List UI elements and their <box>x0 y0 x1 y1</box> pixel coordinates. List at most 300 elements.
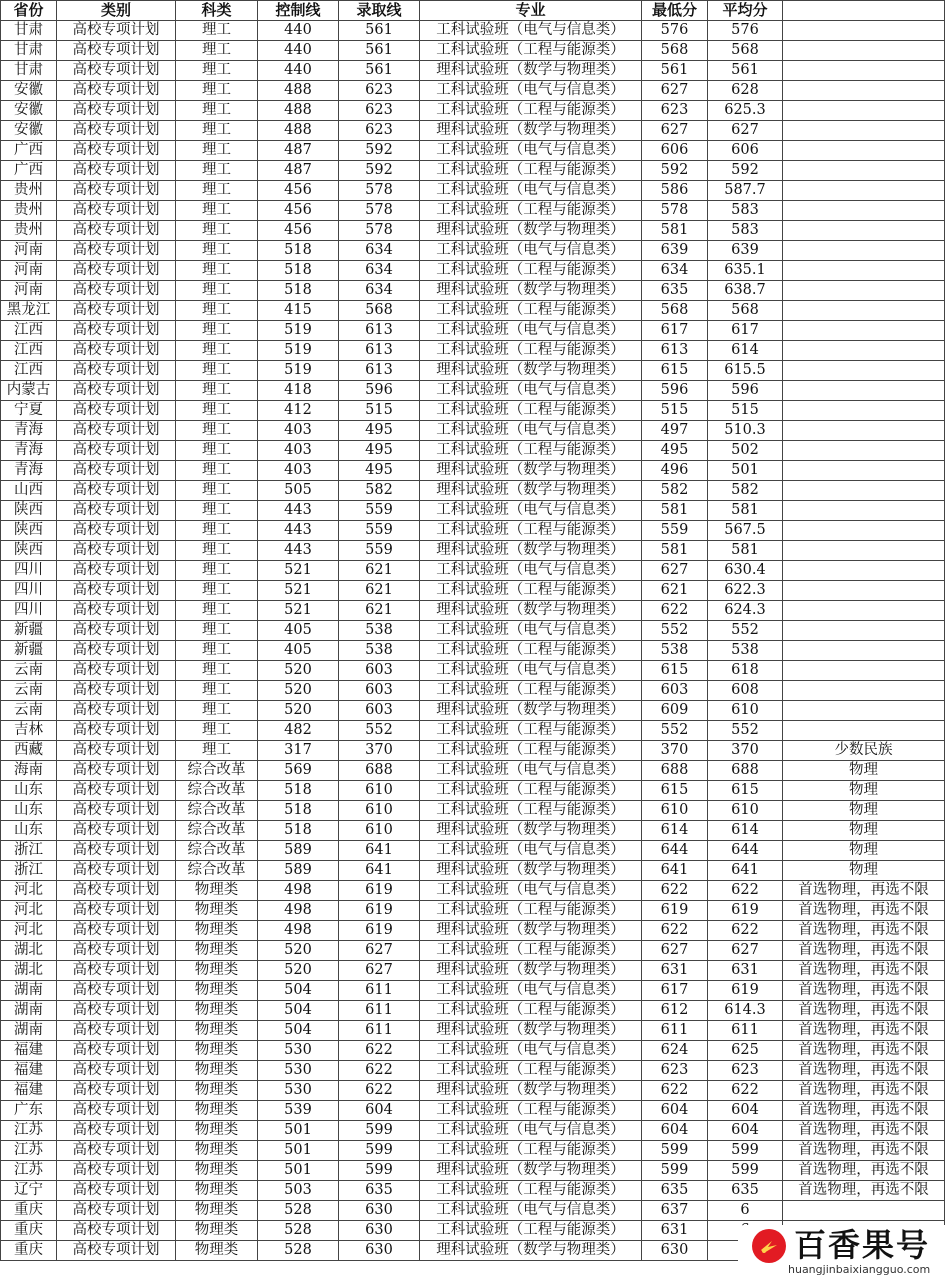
cell-control-line: 488 <box>258 81 339 101</box>
cell-min-score: 611 <box>642 1021 708 1041</box>
header-avg-score: 平均分 <box>708 1 783 21</box>
cell-avg-score: 614 <box>708 821 783 841</box>
cell-note <box>783 341 945 361</box>
cell-control-line: 530 <box>258 1041 339 1061</box>
cell-note <box>783 181 945 201</box>
cell-min-score: 561 <box>642 61 708 81</box>
cell-admission-line: 578 <box>339 221 420 241</box>
table-row <box>1 941 945 961</box>
cell-control-line: 501 <box>258 1141 339 1161</box>
cell-control-line: 518 <box>258 261 339 281</box>
cell-province: 内蒙古 <box>1 381 57 401</box>
cell-min-score: 644 <box>642 841 708 861</box>
table-row <box>1 321 945 341</box>
cell-major: 工科试验班（工程与能源类） <box>420 741 642 761</box>
cell-category: 高校专项计划 <box>57 541 176 561</box>
cell-min-score: 627 <box>642 121 708 141</box>
cell-subject: 综合改革 <box>176 841 258 861</box>
cell-min-score: 624 <box>642 1041 708 1061</box>
cell-subject: 理工 <box>176 41 258 61</box>
cell-note <box>783 61 945 81</box>
table-row <box>1 1101 945 1121</box>
cell-admission-line: 610 <box>339 821 420 841</box>
cell-avg-score: 622 <box>708 1081 783 1101</box>
cell-control-line: 443 <box>258 541 339 561</box>
cell-min-score: 621 <box>642 581 708 601</box>
cell-avg-score: 610 <box>708 801 783 821</box>
cell-admission-line: 495 <box>339 441 420 461</box>
cell-category: 高校专项计划 <box>57 681 176 701</box>
table-row <box>1 701 945 721</box>
cell-control-line: 498 <box>258 881 339 901</box>
cell-province: 甘肃 <box>1 21 57 41</box>
cell-note <box>783 141 945 161</box>
cell-major: 工科试验班（电气与信息类） <box>420 81 642 101</box>
cell-note <box>783 81 945 101</box>
cell-subject: 理工 <box>176 181 258 201</box>
cell-province: 广西 <box>1 141 57 161</box>
cell-min-score: 614 <box>642 821 708 841</box>
cell-province: 广西 <box>1 161 57 181</box>
cell-subject: 理工 <box>176 361 258 381</box>
table-row <box>1 1181 945 1201</box>
cell-major: 工科试验班（工程与能源类） <box>420 201 642 221</box>
cell-control-line: 503 <box>258 1181 339 1201</box>
cell-admission-line: 578 <box>339 201 420 221</box>
watermark-url: huangjinbaixiangguo.com <box>788 1263 931 1276</box>
cell-province: 江西 <box>1 361 57 381</box>
cell-subject: 理工 <box>176 741 258 761</box>
cell-note <box>783 661 945 681</box>
cell-note: 首选物理，再选不限 <box>783 1061 945 1081</box>
cell-admission-line: 603 <box>339 701 420 721</box>
cell-major: 工科试验班（工程与能源类） <box>420 301 642 321</box>
cell-avg-score: 552 <box>708 721 783 741</box>
cell-avg-score: 617 <box>708 321 783 341</box>
cell-major: 工科试验班（电气与信息类） <box>420 1201 642 1221</box>
cell-min-score: 497 <box>642 421 708 441</box>
table-row <box>1 541 945 561</box>
cell-category: 高校专项计划 <box>57 761 176 781</box>
cell-category: 高校专项计划 <box>57 241 176 261</box>
cell-min-score: 622 <box>642 881 708 901</box>
cell-major: 工科试验班（工程与能源类） <box>420 1141 642 1161</box>
cell-category: 高校专项计划 <box>57 601 176 621</box>
cell-admission-line: 559 <box>339 501 420 521</box>
cell-control-line: 403 <box>258 441 339 461</box>
cell-admission-line: 634 <box>339 241 420 261</box>
cell-avg-score: 623 <box>708 1061 783 1081</box>
cell-min-score: 630 <box>642 1241 708 1261</box>
cell-province: 重庆 <box>1 1241 57 1261</box>
cell-note: 首选物理，再选不限 <box>783 1121 945 1141</box>
cell-control-line: 456 <box>258 201 339 221</box>
header-control-line: 控制线 <box>258 1 339 21</box>
cell-major: 工科试验班（电气与信息类） <box>420 1121 642 1141</box>
cell-min-score: 619 <box>642 901 708 921</box>
cell-subject: 理工 <box>176 561 258 581</box>
cell-control-line: 528 <box>258 1221 339 1241</box>
cell-note: 首选物理，再选不限 <box>783 941 945 961</box>
table-row <box>1 481 945 501</box>
cell-province: 重庆 <box>1 1221 57 1241</box>
cell-subject: 物理类 <box>176 1081 258 1101</box>
cell-major: 工科试验班（工程与能源类） <box>420 161 642 181</box>
cell-category: 高校专项计划 <box>57 141 176 161</box>
table-row <box>1 281 945 301</box>
cell-subject: 物理类 <box>176 1001 258 1021</box>
cell-major: 工科试验班（电气与信息类） <box>420 621 642 641</box>
cell-major: 理科试验班（数学与物理类） <box>420 121 642 141</box>
cell-subject: 理工 <box>176 61 258 81</box>
cell-province: 重庆 <box>1 1201 57 1221</box>
cell-category: 高校专项计划 <box>57 461 176 481</box>
cell-avg-score: 631 <box>708 961 783 981</box>
cell-min-score: 615 <box>642 781 708 801</box>
cell-avg-score: 502 <box>708 441 783 461</box>
table-row <box>1 301 945 321</box>
cell-min-score: 581 <box>642 541 708 561</box>
cell-min-score: 552 <box>642 621 708 641</box>
cell-admission-line: 611 <box>339 1021 420 1041</box>
cell-province: 江西 <box>1 321 57 341</box>
cell-control-line: 487 <box>258 141 339 161</box>
table-row <box>1 421 945 441</box>
table-row <box>1 121 945 141</box>
cell-category: 高校专项计划 <box>57 1101 176 1121</box>
cell-category: 高校专项计划 <box>57 701 176 721</box>
cell-min-score: 637 <box>642 1201 708 1221</box>
cell-control-line: 317 <box>258 741 339 761</box>
cell-control-line: 504 <box>258 1001 339 1021</box>
cell-province: 福建 <box>1 1061 57 1081</box>
cell-category: 高校专项计划 <box>57 721 176 741</box>
cell-category: 高校专项计划 <box>57 961 176 981</box>
cell-province: 陕西 <box>1 501 57 521</box>
cell-admission-line: 592 <box>339 161 420 181</box>
cell-note <box>783 621 945 641</box>
cell-avg-score: 510.3 <box>708 421 783 441</box>
cell-admission-line: 627 <box>339 941 420 961</box>
cell-note <box>783 321 945 341</box>
cell-province: 河北 <box>1 921 57 941</box>
cell-category: 高校专项计划 <box>57 81 176 101</box>
cell-min-score: 538 <box>642 641 708 661</box>
cell-avg-score: 6 <box>708 1201 783 1221</box>
table-row <box>1 361 945 381</box>
cell-avg-score: 627 <box>708 941 783 961</box>
cell-subject: 理工 <box>176 661 258 681</box>
cell-province: 贵州 <box>1 201 57 221</box>
cell-category: 高校专项计划 <box>57 821 176 841</box>
cell-major: 理科试验班（数学与物理类） <box>420 481 642 501</box>
cell-province: 河北 <box>1 901 57 921</box>
cell-admission-line: 641 <box>339 861 420 881</box>
cell-admission-line: 623 <box>339 121 420 141</box>
cell-note <box>783 161 945 181</box>
cell-min-score: 582 <box>642 481 708 501</box>
cell-min-score: 631 <box>642 1221 708 1241</box>
cell-admission-line: 561 <box>339 61 420 81</box>
cell-subject: 理工 <box>176 321 258 341</box>
table-row <box>1 41 945 61</box>
header-province: 省份 <box>1 1 57 21</box>
cell-category: 高校专项计划 <box>57 1121 176 1141</box>
cell-admission-line: 635 <box>339 1181 420 1201</box>
cell-subject: 物理类 <box>176 1021 258 1041</box>
cell-major: 理科试验班（数学与物理类） <box>420 701 642 721</box>
table-row <box>1 981 945 1001</box>
cell-category: 高校专项计划 <box>57 1161 176 1181</box>
cell-control-line: 501 <box>258 1161 339 1181</box>
cell-major: 工科试验班（工程与能源类） <box>420 1001 642 1021</box>
header-min-score: 最低分 <box>642 1 708 21</box>
cell-control-line: 405 <box>258 621 339 641</box>
cell-note: 首选物理，再选不限 <box>783 981 945 1001</box>
cell-province: 安徽 <box>1 121 57 141</box>
cell-note <box>783 41 945 61</box>
cell-avg-score: 552 <box>708 621 783 641</box>
cell-subject: 理工 <box>176 481 258 501</box>
cell-note: 首选物理，再选不限 <box>783 1021 945 1041</box>
table-row <box>1 801 945 821</box>
cell-min-score: 370 <box>642 741 708 761</box>
cell-admission-line: 641 <box>339 841 420 861</box>
cell-avg-score: 582 <box>708 481 783 501</box>
table-row <box>1 581 945 601</box>
cell-major: 工科试验班（电气与信息类） <box>420 321 642 341</box>
table-row <box>1 1041 945 1061</box>
table-row <box>1 781 945 801</box>
cell-control-line: 504 <box>258 1021 339 1041</box>
table-row <box>1 101 945 121</box>
cell-note <box>783 601 945 621</box>
cell-province: 四川 <box>1 581 57 601</box>
cell-major: 工科试验班（电气与信息类） <box>420 501 642 521</box>
cell-min-score: 596 <box>642 381 708 401</box>
cell-province: 青海 <box>1 461 57 481</box>
cell-admission-line: 634 <box>339 281 420 301</box>
cell-avg-score: 568 <box>708 301 783 321</box>
cell-category: 高校专项计划 <box>57 1201 176 1221</box>
cell-control-line: 520 <box>258 661 339 681</box>
cell-admission-line: 622 <box>339 1081 420 1101</box>
table-body <box>1 21 945 1261</box>
cell-admission-line: 630 <box>339 1201 420 1221</box>
cell-admission-line: 578 <box>339 181 420 201</box>
cell-major: 工科试验班（工程与能源类） <box>420 441 642 461</box>
cell-avg-score: 567.5 <box>708 521 783 541</box>
cell-admission-line: 613 <box>339 341 420 361</box>
cell-major: 理科试验班（数学与物理类） <box>420 1241 642 1261</box>
cell-category: 高校专项计划 <box>57 421 176 441</box>
cell-control-line: 456 <box>258 181 339 201</box>
cell-avg-score: 608 <box>708 681 783 701</box>
cell-subject: 理工 <box>176 541 258 561</box>
cell-subject: 理工 <box>176 261 258 281</box>
table-row <box>1 1161 945 1181</box>
table-row <box>1 1021 945 1041</box>
cell-control-line: 412 <box>258 401 339 421</box>
cell-control-line: 518 <box>258 821 339 841</box>
cell-avg-score: 587.7 <box>708 181 783 201</box>
cell-subject: 理工 <box>176 581 258 601</box>
cell-admission-line: 495 <box>339 461 420 481</box>
table-row <box>1 661 945 681</box>
cell-category: 高校专项计划 <box>57 361 176 381</box>
header-subject: 科类 <box>176 1 258 21</box>
table-row <box>1 341 945 361</box>
cell-major: 工科试验班（电气与信息类） <box>420 421 642 441</box>
cell-admission-line: 559 <box>339 541 420 561</box>
cell-subject: 物理类 <box>176 1241 258 1261</box>
cell-subject: 物理类 <box>176 1141 258 1161</box>
cell-category: 高校专项计划 <box>57 881 176 901</box>
cell-min-score: 609 <box>642 701 708 721</box>
cell-control-line: 521 <box>258 561 339 581</box>
cell-major: 工科试验班（工程与能源类） <box>420 1221 642 1241</box>
cell-avg-score: 630.4 <box>708 561 783 581</box>
cell-admission-line: 634 <box>339 261 420 281</box>
cell-subject: 物理类 <box>176 1181 258 1201</box>
cell-min-score: 552 <box>642 721 708 741</box>
cell-min-score: 615 <box>642 361 708 381</box>
cell-min-score: 568 <box>642 301 708 321</box>
cell-province: 江西 <box>1 341 57 361</box>
cell-admission-line: 613 <box>339 361 420 381</box>
cell-major: 工科试验班（电气与信息类） <box>420 181 642 201</box>
cell-admission-line: 599 <box>339 1141 420 1161</box>
table-row <box>1 681 945 701</box>
cell-avg-score: 628 <box>708 81 783 101</box>
cell-note <box>783 641 945 661</box>
cell-control-line: 488 <box>258 121 339 141</box>
cell-min-score: 615 <box>642 661 708 681</box>
cell-min-score: 592 <box>642 161 708 181</box>
cell-major: 工科试验班（电气与信息类） <box>420 1041 642 1061</box>
header-row <box>1 1 945 21</box>
cell-control-line: 530 <box>258 1061 339 1081</box>
cell-note: 首选物理，再选不限 <box>783 881 945 901</box>
cell-province: 四川 <box>1 601 57 621</box>
cell-province: 河北 <box>1 881 57 901</box>
cell-min-score: 610 <box>642 801 708 821</box>
cell-major: 工科试验班（工程与能源类） <box>420 521 642 541</box>
cell-control-line: 415 <box>258 301 339 321</box>
cell-subject: 理工 <box>176 141 258 161</box>
cell-avg-score: 641 <box>708 861 783 881</box>
cell-category: 高校专项计划 <box>57 441 176 461</box>
cell-min-score: 627 <box>642 561 708 581</box>
cell-major: 工科试验班（工程与能源类） <box>420 901 642 921</box>
cell-control-line: 539 <box>258 1101 339 1121</box>
cell-major: 工科试验班（工程与能源类） <box>420 401 642 421</box>
cell-avg-score: 583 <box>708 201 783 221</box>
cell-major: 工科试验班（工程与能源类） <box>420 801 642 821</box>
cell-province: 宁夏 <box>1 401 57 421</box>
cell-major: 工科试验班（工程与能源类） <box>420 341 642 361</box>
cell-avg-score: 625.3 <box>708 101 783 121</box>
table-row <box>1 381 945 401</box>
header-major: 专业 <box>420 1 642 21</box>
table-row <box>1 441 945 461</box>
cell-control-line: 520 <box>258 941 339 961</box>
cell-major: 工科试验班（电气与信息类） <box>420 881 642 901</box>
cell-avg-score: 611 <box>708 1021 783 1041</box>
cell-subject: 理工 <box>176 401 258 421</box>
cell-subject: 理工 <box>176 601 258 621</box>
cell-admission-line: 630 <box>339 1221 420 1241</box>
cell-control-line: 403 <box>258 421 339 441</box>
cell-note: 物理 <box>783 781 945 801</box>
cell-min-score: 599 <box>642 1141 708 1161</box>
cell-subject: 物理类 <box>176 961 258 981</box>
cell-note <box>783 401 945 421</box>
cell-province: 河南 <box>1 281 57 301</box>
cell-min-score: 639 <box>642 241 708 261</box>
cell-admission-line: 610 <box>339 801 420 821</box>
cell-admission-line: 495 <box>339 421 420 441</box>
cell-avg-score: 538 <box>708 641 783 661</box>
cell-subject: 理工 <box>176 721 258 741</box>
cell-subject: 理工 <box>176 161 258 181</box>
cell-control-line: 519 <box>258 361 339 381</box>
cell-category: 高校专项计划 <box>57 1141 176 1161</box>
cell-note <box>783 381 945 401</box>
cell-note <box>783 101 945 121</box>
table-row <box>1 841 945 861</box>
cell-note: 物理 <box>783 821 945 841</box>
cell-control-line: 530 <box>258 1081 339 1101</box>
cell-note <box>783 121 945 141</box>
cell-admission-line: 688 <box>339 761 420 781</box>
cell-note: 首选物理，再选不限 <box>783 961 945 981</box>
cell-subject: 综合改革 <box>176 801 258 821</box>
cell-province: 江苏 <box>1 1141 57 1161</box>
cell-avg-score: 638.7 <box>708 281 783 301</box>
cell-subject: 物理类 <box>176 1101 258 1121</box>
cell-category: 高校专项计划 <box>57 1061 176 1081</box>
cell-min-score: 604 <box>642 1121 708 1141</box>
cell-control-line: 443 <box>258 501 339 521</box>
cell-note <box>783 281 945 301</box>
cell-major: 理科试验班（数学与物理类） <box>420 821 642 841</box>
header-category: 类别 <box>57 1 176 21</box>
cell-category: 高校专项计划 <box>57 61 176 81</box>
cell-avg-score: 627 <box>708 121 783 141</box>
cell-avg-score: 619 <box>708 901 783 921</box>
header-admission-line: 录取线 <box>339 1 420 21</box>
cell-subject: 物理类 <box>176 1041 258 1061</box>
cell-admission-line: 603 <box>339 681 420 701</box>
cell-province: 甘肃 <box>1 61 57 81</box>
cell-note <box>783 21 945 41</box>
cell-subject: 物理类 <box>176 941 258 961</box>
cell-province: 湖南 <box>1 1001 57 1021</box>
cell-control-line: 569 <box>258 761 339 781</box>
cell-min-score: 635 <box>642 1181 708 1201</box>
cell-min-score: 622 <box>642 1081 708 1101</box>
cell-major: 理科试验班（数学与物理类） <box>420 1081 642 1101</box>
cell-province: 云南 <box>1 661 57 681</box>
cell-control-line: 418 <box>258 381 339 401</box>
cell-min-score: 606 <box>642 141 708 161</box>
cell-province: 陕西 <box>1 541 57 561</box>
cell-province: 湖南 <box>1 981 57 1001</box>
cell-avg-score: 576 <box>708 21 783 41</box>
cell-avg-score: 644 <box>708 841 783 861</box>
cell-note: 首选物理，再选不限 <box>783 1041 945 1061</box>
